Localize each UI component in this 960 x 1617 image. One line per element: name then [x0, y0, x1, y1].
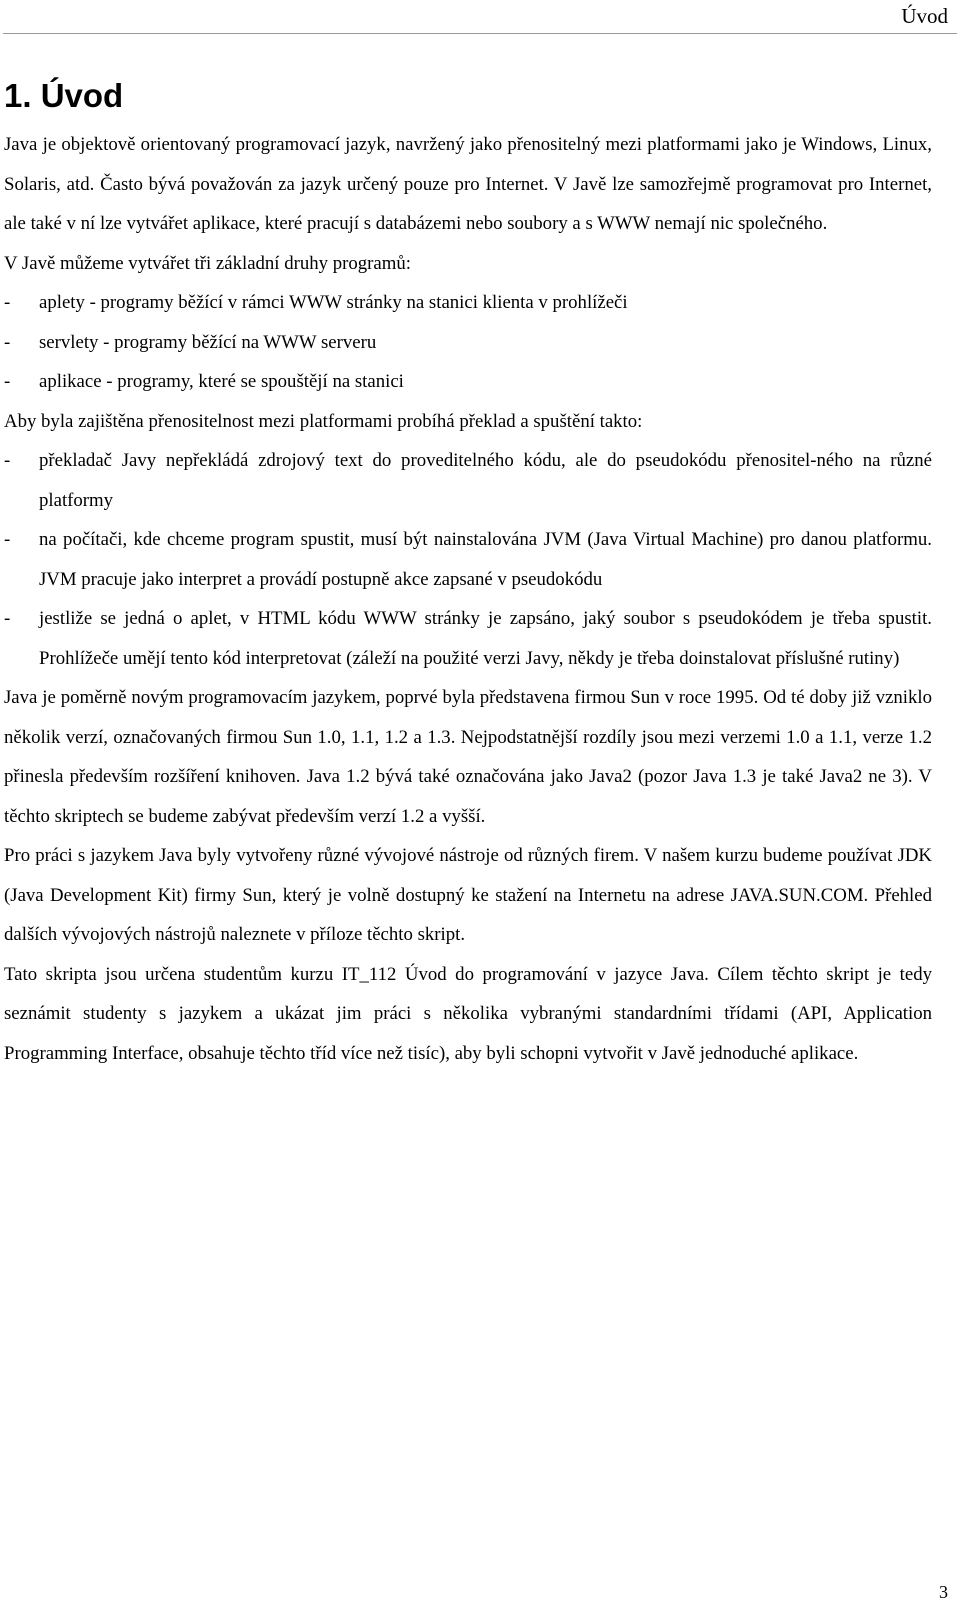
list-item — [4, 599, 932, 678]
list-item — [4, 520, 932, 599]
paragraph-portability: Aby byla zajištěna přenositelnost mezi platformami probíhá překlad a spuštění takto: — [4, 410, 643, 432]
list-item-text: aplety - programy běžící v rámci WWW stránky na stanici klienta v prohlížeči — [39, 292, 628, 313]
chapter-title: 1. Úvod — [4, 77, 124, 114]
list-item-text: servlety - programy běžící na WWW serveru — [39, 331, 377, 353]
list-item — [4, 283, 932, 323]
list-dash: - — [4, 608, 11, 629]
paragraph-history: Java je poměrně novým programovacím jazykem, poprvé byla představena firmou Sun v roce 1995. Od té doby již vzniklo několik verzí, označovaných firmou Sun 1.0, 1.1, 1.2 a 1.3. Nejpodstatnější rozdíly jsou mezi verzemi 1.0 a 1.1, verze 1.2 přinesla především rozšíření knihoven. Java 1.2 bývá také označována jako Java2 (pozor Java 1.3 je také Java2 ne 3). V těchto skriptech se budeme zabývat především verzí 1.2 a vyšší. — [4, 687, 932, 827]
list-item-text: překladač Javy nepřekládá zdrojový text do proveditelného kódu, ale do pseudokódu přenositel-ného na různé platformy — [39, 450, 932, 511]
paragraph-purpose: Tato skripta jsou určena studentům kurzu IT_112 Úvod do programování v jazyce Java. Cílem těchto skript je tedy seznámit studenty s jazykem a ukázat jim práci s několika vybranými standardními třídami (API, Application Programming Interface, obsahuje těchto tříd více než tisíc), aby byli schopni vytvořit v Javě jednoduché aplikace. — [4, 963, 932, 1064]
list-item-text: jestliže se jedná o aplet, v HTML kódu WWW stránky je zapsáno, jaký soubor s pseudokódem je třeba spustit. Prohlížeče umějí tento kód interpretovat (záleží na použité verzi Javy, někdy je třeba doinstalovat příslušné rutiny) — [39, 608, 932, 669]
body-text — [4, 125, 932, 1073]
list-item — [4, 441, 932, 520]
paragraph-intro: Java je objektově orientovaný programovací jazyk, navržený jako přenositelný mezi platformami jako je Windows, Linux, Solaris, atd. Často bývá považován za jazyk určený pouze pro Internet. V Javě lze samozřejmě programovat pro Internet, ale také v ní lze vytvářet aplikace, které pracují s databázemi nebo soubory a s WWW nemají nic společného. — [4, 134, 932, 234]
list-dash: - — [4, 450, 11, 471]
list-dash: - — [4, 529, 11, 550]
list-dash: - — [4, 371, 11, 392]
list-item — [4, 323, 932, 363]
list-item-text: na počítači, kde chceme program spustit, musí být nainstalována JVM (Java Virtual Machine) pro danou platformu. JVM pracuje jako interpret a provádí postupně akce zapsané v pseudokódu — [39, 529, 932, 590]
list-dash: - — [4, 331, 11, 353]
running-header: Úvod — [901, 4, 948, 28]
list-item — [4, 362, 932, 402]
header-rule — [3, 33, 957, 34]
list-item-text: aplikace - programy, které se spouštějí na stanici — [39, 371, 404, 392]
paragraph-program-types: V Javě můžeme vytvářet tři základní druhy programů: — [4, 252, 411, 274]
paragraph-tools: Pro práci s jazykem Java byly vytvořeny různé vývojové nástroje od různých firem. V našem kurzu budeme používat JDK (Java Development Kit) firmy Sun, který je volně dostupný ke stažení na Internetu na adrese JAVA.SUN.COM. Přehled dalších vývojových nástrojů naleznete v příloze těchto skript. — [4, 845, 932, 945]
page-number: 3 — [939, 1582, 948, 1602]
list-dash: - — [4, 292, 11, 313]
